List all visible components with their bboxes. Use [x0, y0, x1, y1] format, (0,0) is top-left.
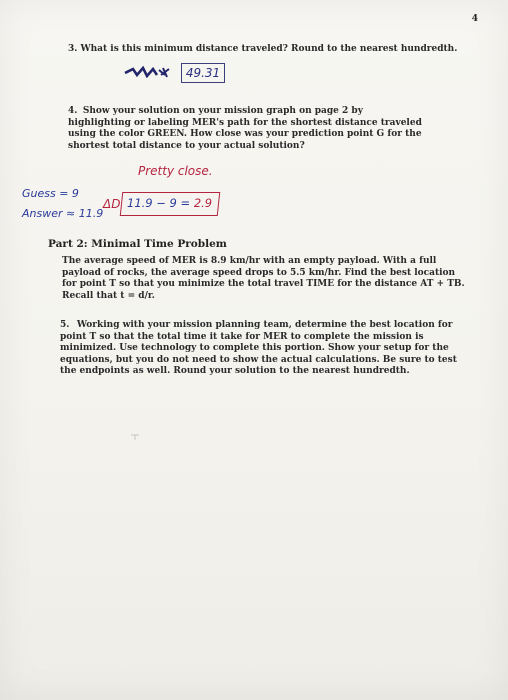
teacher-comment: Pretty close.: [138, 164, 213, 178]
calculation: [127, 196, 212, 210]
calculation-result: 2.9: [193, 196, 213, 210]
question-3-answer: 49.31: [181, 63, 225, 83]
question-4-number: 4.: [68, 106, 78, 116]
guess-note: Guess = 9: [22, 187, 79, 200]
faint-pencil-mark-icon: [130, 433, 140, 441]
calculation-expression: 11.9 − 9 =: [127, 196, 194, 210]
question-5: [60, 320, 470, 378]
question-4: [68, 106, 428, 152]
question-4-text: Show your solution on your mission graph on page 2 by highlighting or labeling MER's path for the shortest distance traveled using the color GREEN. How close was your prediction point G for the shortest total distance to your actual solution?: [68, 106, 422, 151]
answer-note: Answer ≈ 11.9: [22, 207, 104, 220]
scribble-mark-icon: [123, 66, 175, 78]
question-5-text: Working with your mission planning team, determine the best location for point T so that the total time it take for MER to complete the mission is minimized. Use technology to complete this portion. Show your setup for the equations, but you do not need to show the actual calculations. Be sure to test the endpoints as well. Round your solution to the nearest hundredth.: [60, 320, 457, 376]
part-2-title: Part 2: Minimal Time Problem: [48, 238, 227, 250]
page-number: 4: [471, 14, 478, 24]
question-3: 3. What is this minimum distance traveled? Round to the nearest hundredth.: [68, 44, 458, 54]
question-5-number: 5.: [60, 320, 70, 330]
part-2-text: The average speed of MER is 8.9 km/hr with an empty payload. With a full payload of rocks, the average speed drops to 5.5 km/hr. Find the best location for point T so that you minimize the total travel TIME for the distance AT + TB. Recall that t = d/r.: [62, 256, 465, 301]
delta-d-label: ΔD: [103, 197, 121, 211]
